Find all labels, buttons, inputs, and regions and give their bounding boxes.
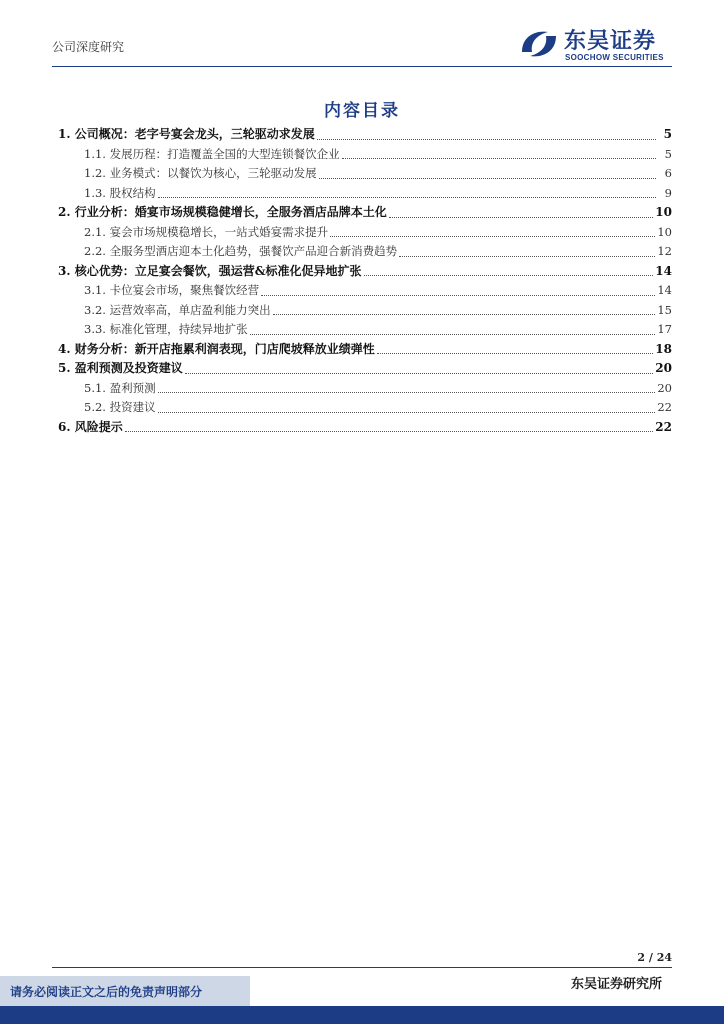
- toc-entry-page: 20: [657, 380, 672, 395]
- toc-entry-page: 22: [657, 400, 672, 414]
- toc-entry-label: 3. 核心优势：立足宴会餐饮，强运营&标准化促异地扩张: [58, 263, 362, 278]
- toc-entry-label: 2.2. 全服务型酒店迎本土化趋势，强餐饮产品迎合新消费趋势: [84, 244, 398, 258]
- toc-entry-2[interactable]: [52, 203, 672, 223]
- toc-entry-label: 5.1. 盈利预测: [84, 380, 156, 395]
- header-divider: [52, 66, 672, 67]
- leader-dots: [261, 294, 655, 296]
- toc-entry-page: 17: [657, 322, 672, 336]
- toc-entry-1-2[interactable]: [52, 164, 672, 184]
- toc-entry-page: 6: [664, 166, 672, 180]
- toc-entry-label: 5.2. 投资建议: [84, 400, 156, 414]
- logo-english-name: SOOCHOW SECURITIES: [565, 53, 664, 62]
- logo-chinese-name: 东吴证券: [564, 29, 657, 54]
- toc-entry-2-1[interactable]: [52, 223, 672, 243]
- toc-entry-5-2[interactable]: [52, 398, 672, 418]
- toc-entry-4[interactable]: [52, 340, 672, 360]
- leader-dots: [389, 216, 654, 218]
- footer-divider: [52, 967, 672, 968]
- footer-bar: [0, 1006, 724, 1024]
- toc-entry-page: 15: [657, 302, 672, 317]
- toc-entry-page: 10: [657, 224, 672, 239]
- toc-entry-3-1[interactable]: [52, 281, 672, 301]
- leader-dots: [125, 430, 654, 432]
- company-logo: [518, 26, 678, 66]
- leader-dots: [330, 235, 655, 237]
- table-of-contents: [52, 125, 672, 437]
- toc-entry-2-2[interactable]: [52, 242, 672, 262]
- toc-entry-3-2[interactable]: [52, 301, 672, 321]
- leader-dots: [364, 274, 654, 276]
- toc-entry-label: 1.3. 股权结构: [84, 185, 156, 200]
- toc-entry-5-1[interactable]: [52, 379, 672, 399]
- leader-dots: [399, 255, 655, 257]
- leader-dots: [250, 333, 656, 335]
- toc-entry-label: 1. 公司概况：老字号宴会龙头，三轮驱动求发展: [58, 127, 315, 141]
- toc-entry-1-3[interactable]: [52, 184, 672, 204]
- disclaimer-band: [0, 976, 250, 1006]
- toc-entry-page: 5: [664, 146, 672, 161]
- disclaimer-text: 请务必阅读正文之后的免责声明部分: [10, 985, 203, 999]
- toc-entry-5[interactable]: [52, 359, 672, 379]
- leader-dots: [158, 411, 656, 413]
- leader-dots: [158, 391, 656, 393]
- leader-dots: [317, 138, 656, 140]
- toc-entry-label: 1.2. 业务模式：以餐饮为核心，三轮驱动发展: [84, 166, 317, 180]
- toc-title: 内容目录: [324, 101, 400, 121]
- toc-entry-label: 3.3. 标准化管理，持续异地扩张: [84, 322, 248, 336]
- toc-entry-page: 14: [657, 283, 672, 297]
- toc-entry-label: 3.1. 卡位宴会市场，聚焦餐饮经营: [84, 283, 260, 297]
- toc-entry-6[interactable]: [52, 418, 672, 438]
- toc-entry-page: 10: [655, 205, 672, 219]
- toc-entry-label: 2.1. 宴会市场规模稳增长，一站式婚宴需求提升: [84, 224, 329, 239]
- leader-dots: [319, 177, 656, 179]
- toc-entry-label: 3.2. 运营效率高，单店盈利能力突出: [84, 302, 271, 317]
- toc-entry-label: 5. 盈利预测及投资建议: [58, 361, 183, 375]
- toc-entry-3-3[interactable]: [52, 320, 672, 340]
- toc-entry-page: 12: [657, 244, 672, 258]
- toc-entry-page: 22: [655, 419, 672, 434]
- report-type-label: 公司深度研究: [52, 40, 125, 54]
- page-number: 2 / 24: [637, 951, 672, 964]
- toc-entry-page: 5: [663, 127, 672, 141]
- toc-entry-label: 1.1. 发展历程：打造覆盖全国的大型连锁餐饮企业: [84, 146, 340, 161]
- toc-entry-page: 20: [655, 361, 672, 375]
- leader-dots: [342, 157, 656, 159]
- leader-dots: [158, 196, 656, 198]
- toc-entry-page: 9: [664, 185, 672, 200]
- institute-name: 东吴证券研究所: [570, 977, 662, 992]
- leader-dots: [185, 372, 654, 374]
- leader-dots: [273, 313, 656, 315]
- toc-entry-1[interactable]: [52, 125, 672, 145]
- toc-entry-page: 18: [655, 341, 672, 356]
- toc-entry-1-1[interactable]: [52, 145, 672, 165]
- toc-entry-3[interactable]: [52, 262, 672, 282]
- toc-entry-page: 14: [655, 263, 672, 278]
- toc-entry-label: 6. 风险提示: [58, 419, 123, 434]
- toc-entry-label: 2. 行业分析：婚宴市场规模稳健增长，全服务酒店品牌本土化: [58, 205, 387, 219]
- logo-mark-icon: [518, 26, 560, 62]
- toc-entry-label: 4. 财务分析：新开店拖累利润表现，门店爬坡释放业绩弹性: [58, 341, 375, 356]
- leader-dots: [377, 352, 654, 354]
